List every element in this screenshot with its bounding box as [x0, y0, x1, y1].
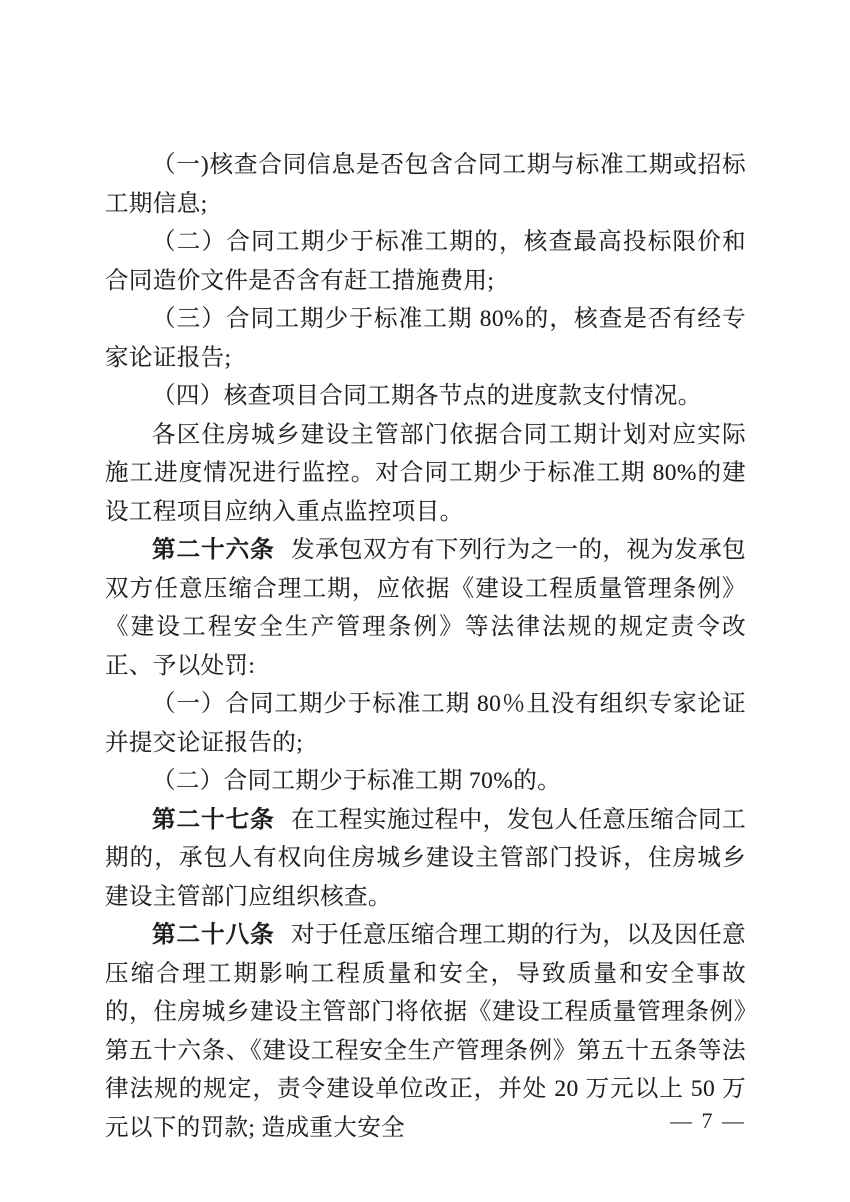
- paragraph: （二）合同工期少于标准工期的，核查最高投标限价和合同造价文件是否含有赶工措施费用;: [105, 229, 746, 294]
- article-number: 第二十七条: [152, 806, 275, 833]
- paragraph: （一)核查合同信息是否包含合同工期与标准工期或招标工期信息;: [105, 152, 746, 217]
- article-number: 第二十八条: [152, 922, 275, 948]
- article-paragraph: 第二十六条 发承包双方有下列行为之一的，视为发承包双方任意压缩合理工期，应依据《建设工程质量管理条例》《建设工程安全生产管理条例》等法律法规的规定责令改正、予以处罚:: [105, 537, 747, 679]
- paragraph: （三）合同工期少于标准工期 80%的，核查是否有经专家论证报告;: [105, 306, 746, 371]
- article-number: 第二十六条: [152, 537, 275, 563]
- paragraph: （一）合同工期少于标准工期 80％且没有组织专家论证并提交论证报告的;: [105, 691, 746, 756]
- page-footer: [105, 1108, 746, 1134]
- page-number: — 7 —: [670, 1108, 746, 1133]
- paragraph: （二）合同工期少于标准工期 70%的。: [152, 768, 562, 794]
- document-body: [105, 146, 746, 1147]
- paragraph: （四）核查项目合同工期各节点的进度款支付情况。: [152, 383, 702, 409]
- article-paragraph: 第二十七条 在工程实施过程中，发包人任意压缩合同工期的，承包人有权向住房城乡建设主管部门投诉，住房城乡建设主管部门应组织核查。: [105, 806, 747, 910]
- article-paragraph: 第二十八条 对于任意压缩合理工期的行为，以及因任意压缩合理工期影响工程质量和安全，导致质量和安全事故的，住房城乡建设主管部门将依据《建设工程质量管理条例》第五十六条、《建设工程安全生产管理条例》第五十五条等法律法规的规定，责令建设单位改正，并处 20 万元以上 50 万元以下的罚款; 造成重大安全: [105, 922, 747, 1141]
- paragraph: 各区住房城乡建设主管部门依据合同工期计划对应实际施工进度情况进行监控。对合同工期少于标准工期 80%的建设工程项目应纳入重点监控项目。: [105, 421, 746, 525]
